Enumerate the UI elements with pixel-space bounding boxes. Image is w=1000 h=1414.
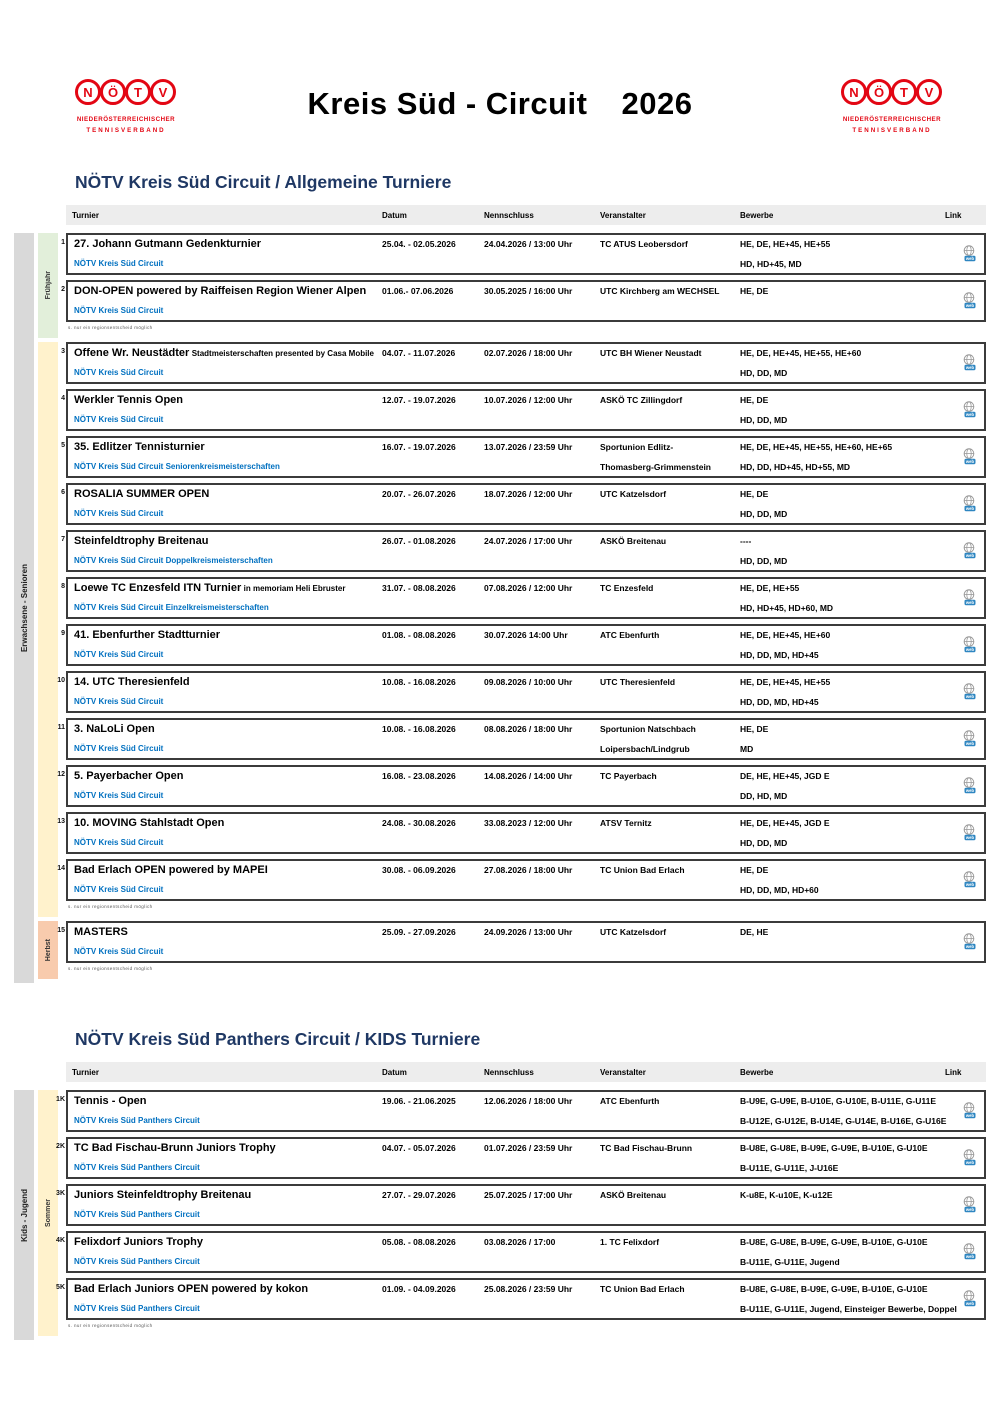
svg-text:web: web — [965, 364, 975, 370]
svg-text:web: web — [965, 646, 975, 652]
tournament-cell — [74, 1237, 382, 1267]
web-link-icon[interactable] — [962, 448, 976, 467]
tournament-cell — [74, 724, 382, 754]
tournament-title: 5. Payerbacher Open — [74, 770, 184, 782]
tournament-title: Tennis - Open — [74, 1095, 147, 1107]
deadline-cell: 07.08.2026 / 12:00 Uhr — [484, 583, 573, 593]
web-link-icon[interactable] — [962, 777, 976, 796]
tournament-title: 10. MOVING Stahlstadt Open — [74, 817, 225, 829]
deadline-cell: 24.07.2026 / 17:00 Uhr — [484, 536, 573, 546]
row-number: 12 — [57, 771, 65, 778]
svg-text:web: web — [965, 1253, 975, 1259]
organizer-cell: TC Union Bad Erlach — [600, 1284, 685, 1294]
table-row — [56, 1184, 986, 1226]
table-header-row — [66, 1062, 986, 1082]
tournament-cell — [74, 536, 382, 566]
column-header-datum: Datum — [382, 210, 407, 220]
footnote: s. nur ein regionsentscheid möglich — [68, 1323, 153, 1328]
date-cell: 04.07. - 05.07.2026 — [382, 1143, 456, 1153]
events-cell: HE, DE, HE+55 HD, HD+45, HD+60, MD — [740, 583, 834, 613]
season-label: Sommer — [44, 1198, 52, 1227]
table-row — [57, 859, 986, 901]
web-link-icon[interactable] — [962, 1196, 976, 1215]
row-number: 8 — [61, 583, 65, 590]
web-link-icon[interactable] — [962, 401, 976, 420]
date-cell: 26.07. - 01.08.2026 — [382, 536, 456, 546]
link-cell — [942, 927, 982, 957]
footnote: s. nur ein regionsentscheid möglich — [68, 904, 153, 909]
organizer-cell: UTC Theresienfeld — [600, 677, 676, 687]
svg-text:web: web — [965, 1300, 975, 1306]
link-cell — [942, 630, 982, 660]
deadline-cell: 30.05.2025 / 16:00 Uhr — [484, 286, 573, 296]
tournament-cell — [74, 286, 382, 316]
tournament-title: 14. UTC Theresienfeld — [74, 676, 190, 688]
web-link-icon[interactable] — [962, 542, 976, 561]
tournament-subtitle: NÖTV Kreis Süd Circuit — [74, 259, 164, 268]
svg-text:Ö: Ö — [107, 85, 119, 100]
events-cell: DE, HE — [740, 927, 769, 937]
link-cell — [942, 1143, 982, 1173]
web-link-icon[interactable] — [962, 1243, 976, 1262]
svg-text:web: web — [965, 693, 975, 699]
svg-text:web: web — [965, 834, 975, 840]
events-cell: HE, DE — [740, 286, 769, 296]
tournament-subtitle: NÖTV Kreis Süd Circuit — [74, 415, 164, 424]
organizer-cell: ASKÖ Breitenau — [600, 536, 667, 546]
link-cell — [942, 286, 982, 316]
tournament-title: Werkler Tennis Open — [74, 394, 184, 406]
web-link-icon[interactable] — [962, 1102, 976, 1121]
svg-text:Ö: Ö — [873, 85, 885, 100]
row-number: 5K — [56, 1284, 65, 1291]
deadline-cell: 30.07.2026 14:00 Uhr — [484, 630, 568, 640]
events-cell: HE, DE, HE+45, HE+60 HD, DD, MD, HD+45 — [740, 630, 831, 660]
date-cell: 04.07. - 11.07.2026 — [382, 348, 456, 358]
svg-text:web: web — [965, 255, 975, 261]
table-row — [61, 624, 986, 666]
deadline-cell: 01.07.2026 / 23:59 Uhr — [484, 1143, 573, 1153]
tournament-cell — [74, 348, 382, 378]
svg-text:web: web — [965, 505, 975, 511]
web-link-icon[interactable] — [962, 636, 976, 655]
tournament-cell — [74, 1143, 382, 1173]
table-row — [61, 530, 986, 572]
link-cell — [942, 583, 982, 613]
deadline-cell: 09.08.2026 / 10:00 Uhr — [484, 677, 573, 687]
column-header-veranstalter: Veranstalter — [600, 1067, 646, 1077]
row-number: 7 — [61, 536, 65, 543]
date-cell: 27.07. - 29.07.2026 — [382, 1190, 456, 1200]
tournament-subtitle: NÖTV Kreis Süd Circuit — [74, 947, 164, 956]
events-cell: HE, DE, HE+45, JGD E HD, DD, MD — [740, 818, 830, 848]
season-label: Frühjahr — [44, 271, 52, 300]
events-cell: HE, DE, HE+45, HE+55 HD, HD+45, MD — [740, 239, 831, 269]
web-link-icon[interactable] — [962, 292, 976, 311]
svg-text:web: web — [965, 787, 975, 793]
svg-text:NIEDERÖSTERREICHISCHER: NIEDERÖSTERREICHISCHER — [842, 116, 942, 123]
deadline-cell: 27.08.2026 / 18:00 Uhr — [484, 865, 573, 875]
web-link-icon[interactable] — [962, 824, 976, 843]
page-title-year: 2026 — [621, 86, 693, 121]
column-header-bewerbe: Bewerbe — [740, 1067, 774, 1077]
date-cell: 01.08. - 08.08.2026 — [382, 630, 456, 640]
date-cell: 31.07. - 08.08.2026 — [382, 583, 456, 593]
date-cell: 10.08. - 16.08.2026 — [382, 677, 456, 687]
tournament-cell — [74, 818, 382, 848]
section-heading: NÖTV Kreis Süd Panthers Circuit / KIDS Turniere — [75, 1029, 481, 1049]
svg-text:web: web — [965, 740, 975, 746]
tournament-subtitle: NÖTV Kreis Süd Circuit — [74, 368, 164, 377]
category-bar — [14, 1090, 34, 1340]
table-row — [61, 342, 986, 384]
events-cell: DE, HE, HE+45, JGD E DD, HD, MD — [740, 771, 830, 801]
tournament-title: 35. Edlitzer Tennisturnier — [74, 441, 205, 453]
events-cell: HE, DE MD — [740, 724, 769, 754]
season-label: Herbst — [44, 938, 52, 962]
organizer-cell: ASKÖ TC Zillingdorf — [600, 395, 683, 405]
season-band — [38, 233, 986, 338]
organizer-cell: ATC Ebenfurth — [600, 630, 660, 640]
svg-text:web: web — [965, 881, 975, 887]
tournament-subtitle: NÖTV Kreis Süd Circuit Doppelkreismeisterschaften — [74, 556, 273, 565]
category-bar-label: Kids - Jugend — [19, 1188, 29, 1242]
tournament-cell — [74, 395, 382, 425]
organizer-cell: TC Union Bad Erlach — [600, 865, 685, 875]
link-cell — [942, 489, 982, 519]
date-cell: 05.08. - 08.08.2026 — [382, 1237, 456, 1247]
svg-text:TENNISVERBAND: TENNISVERBAND — [86, 127, 166, 134]
organizer-cell: Sportunion Edlitz- Thomasberg-Grimmenstein — [600, 442, 711, 472]
svg-text:V: V — [924, 85, 934, 100]
web-link-icon[interactable] — [962, 1290, 976, 1309]
row-number: 5 — [61, 442, 65, 449]
tournament-cell — [74, 583, 382, 613]
row-number: 4 — [61, 395, 65, 402]
row-number: 14 — [57, 865, 65, 872]
table-row — [56, 1278, 986, 1320]
events-cell: HE, DE, HE+45, HE+55, HE+60, HE+65 HD, DD, HD+45, HD+55, MD — [740, 442, 893, 472]
tournament-title: Offene Wr. Neustädter — [74, 347, 190, 359]
svg-text:web: web — [965, 411, 975, 417]
date-cell: 12.07. - 19.07.2026 — [382, 395, 456, 405]
column-header-bewerbe: Bewerbe — [740, 210, 774, 220]
organizer-cell: ATSV Ternitz — [600, 818, 652, 828]
organizer-cell: UTC Kirchberg am WECHSEL — [600, 286, 720, 296]
organizer-cell: UTC Katzelsdorf — [600, 927, 667, 937]
svg-text:web: web — [965, 1112, 975, 1118]
deadline-cell: 08.08.2026 / 18:00 Uhr — [484, 724, 573, 734]
table-row — [57, 921, 986, 963]
web-link-icon[interactable] — [962, 730, 976, 749]
web-link-icon[interactable] — [962, 933, 976, 952]
table-row — [61, 577, 986, 619]
column-header-nennschluss: Nennschluss — [484, 1067, 534, 1077]
row-number: 13 — [57, 818, 65, 825]
deadline-cell: 24.04.2026 / 13:00 Uhr — [484, 239, 573, 249]
table-row — [57, 765, 986, 807]
season-bar — [38, 1090, 58, 1336]
deadline-cell: 24.09.2026 / 13:00 Uhr — [484, 927, 573, 937]
organizer-cell: TC Payerbach — [600, 771, 657, 781]
events-cell: B-U8E, G-U8E, B-U9E, G-U9E, B-U10E, G-U10E B-U11E, G-U11E, J-U16E — [740, 1143, 928, 1173]
row-number: 6 — [61, 489, 65, 496]
tournament-cell — [74, 1190, 382, 1220]
link-cell — [942, 1237, 982, 1267]
svg-text:N: N — [849, 85, 859, 100]
tournament-subtitle: NÖTV Kreis Süd Panthers Circuit — [74, 1210, 200, 1219]
tournament-subtitle: NÖTV Kreis Süd Circuit — [74, 885, 164, 894]
web-link-icon[interactable] — [962, 1149, 976, 1168]
tournament-cell — [74, 927, 382, 957]
link-cell — [942, 536, 982, 566]
tournament-cell — [74, 442, 382, 472]
organizer-cell: UTC BH Wiener Neustadt — [600, 348, 702, 358]
row-number: 2 — [61, 286, 65, 293]
link-cell — [942, 677, 982, 707]
deadline-cell: 25.07.2025 / 17:00 Uhr — [484, 1190, 573, 1200]
table-row — [57, 671, 986, 713]
tournament-subtitle: NÖTV Kreis Süd Circuit — [74, 697, 164, 706]
deadline-cell: 02.07.2026 / 18:00 Uhr — [484, 348, 573, 358]
table-row — [57, 812, 986, 854]
table-row — [56, 1231, 986, 1273]
deadline-cell: 12.06.2026 / 18:00 Uhr — [484, 1096, 573, 1106]
svg-text:V: V — [158, 85, 168, 100]
tournament-subtitle: NÖTV Kreis Süd Panthers Circuit — [74, 1304, 200, 1313]
tournament-title-suffix: in memoriam Heli Ebruster — [243, 584, 346, 593]
column-header-veranstalter: Veranstalter — [600, 210, 646, 220]
link-cell — [942, 724, 982, 754]
tournament-title: Steinfeldtrophy Breitenau — [74, 535, 209, 547]
table-row — [61, 233, 986, 275]
web-link-icon[interactable] — [962, 683, 976, 702]
column-header-datum: Datum — [382, 1067, 407, 1077]
table-row — [61, 436, 986, 478]
column-header-turnier: Turnier — [72, 1067, 99, 1077]
web-link-icon[interactable] — [962, 871, 976, 890]
tournament-title: DON-OPEN powered by Raiffeisen Region Wiener Alpen — [74, 285, 367, 297]
tournament-title: MASTERS — [74, 926, 128, 938]
tournament-title-suffix: Stadtmeisterschaften presented by Casa Mobile — [191, 349, 374, 358]
tournament-title: 27. Johann Gutmann Gedenkturnier — [74, 238, 262, 250]
organizer-cell: UTC Katzelsdorf — [600, 489, 667, 499]
deadline-cell: 18.07.2026 / 12:00 Uhr — [484, 489, 573, 499]
organizer-cell: Sportunion Natschbach Loipersbach/Lindgrub — [600, 724, 696, 754]
row-number: 1 — [61, 239, 65, 246]
events-cell: B-U8E, G-U8E, B-U9E, G-U9E, B-U10E, G-U10E B-U11E, G-U11E, Jugend — [740, 1237, 928, 1267]
svg-text:T: T — [134, 85, 142, 100]
row-number: 2K — [56, 1143, 65, 1150]
svg-text:web: web — [965, 1159, 975, 1165]
tournament-subtitle: NÖTV Kreis Süd Panthers Circuit — [74, 1116, 200, 1125]
tournament-cell — [74, 1284, 382, 1314]
tournament-cell — [74, 630, 382, 660]
events-cell: HE, DE, HE+45, HE+55 HD, DD, MD, HD+45 — [740, 677, 831, 707]
svg-text:web: web — [965, 552, 975, 558]
tournament-title: Bad Erlach OPEN powered by MAPEI — [74, 864, 268, 876]
link-cell — [942, 348, 982, 378]
table-row — [57, 718, 986, 760]
organizer-cell: ATC Ebenfurth — [600, 1096, 660, 1106]
organizer-cell: 1. TC Felixdorf — [600, 1237, 660, 1247]
tournament-subtitle: NÖTV Kreis Süd Circuit — [74, 744, 164, 753]
svg-text:web: web — [965, 458, 975, 464]
link-cell — [942, 239, 982, 269]
tournament-subtitle: NÖTV Kreis Süd Panthers Circuit — [74, 1257, 200, 1266]
tournament-cell — [74, 239, 382, 269]
link-cell — [942, 1096, 982, 1126]
deadline-cell: 13.07.2026 / 23:59 Uhr — [484, 442, 573, 452]
row-number: 4K — [56, 1237, 65, 1244]
tournament-subtitle: NÖTV Kreis Süd Circuit Einzelkreismeisterschaften — [74, 603, 269, 612]
date-cell: 01.06.- 07.06.2026 — [382, 286, 454, 296]
svg-text:TENNISVERBAND: TENNISVERBAND — [852, 127, 932, 134]
row-number: 3K — [56, 1190, 65, 1197]
table-row — [61, 389, 986, 431]
date-cell: 20.07. - 26.07.2026 — [382, 489, 456, 499]
page-title-text: Kreis Süd - Circuit — [307, 86, 588, 121]
events-cell: HE, DE HD, DD, MD — [740, 489, 788, 519]
events-cell: HE, DE HD, DD, MD — [740, 395, 788, 425]
table-row — [61, 280, 986, 322]
season-band — [38, 921, 986, 979]
deadline-cell: 10.07.2026 / 12:00 Uhr — [484, 395, 573, 405]
row-number: 1K — [56, 1096, 65, 1103]
column-header-turnier: Turnier — [72, 210, 99, 220]
category-bar-label: Erwachsene - Senioren — [19, 563, 29, 653]
column-header-link: Link — [945, 1067, 962, 1077]
tournament-cell — [74, 677, 382, 707]
tournament-title: Loewe TC Enzesfeld ITN Turnier — [74, 582, 242, 594]
date-cell: 25.09. - 27.09.2026 — [382, 927, 456, 937]
row-number: 10 — [57, 677, 65, 684]
events-cell: ---- HD, DD, MD — [740, 536, 788, 566]
date-cell: 19.06. - 21.06.2025 — [382, 1096, 456, 1106]
tournament-subtitle: NÖTV Kreis Süd Circuit — [74, 509, 164, 518]
tournament-cell — [74, 865, 382, 895]
column-header-link: Link — [945, 210, 962, 220]
footnote: s. nur ein regionsentscheid möglich — [68, 966, 153, 971]
section-heading: NÖTV Kreis Süd Circuit / Allgemeine Turniere — [75, 172, 452, 192]
table-header-row — [66, 205, 986, 225]
deadline-cell: 33.08.2023 / 12:00 Uhr — [484, 818, 573, 828]
link-cell — [942, 1284, 982, 1314]
events-cell: B-U9E, G-U9E, B-U10E, G-U10E, B-U11E, G-U11E B-U12E, G-U12E, B-U14E, G-U14E, B-U16E, G-U16E — [740, 1096, 947, 1126]
table-row — [61, 483, 986, 525]
row-number: 9 — [61, 630, 65, 637]
svg-text:web: web — [965, 302, 975, 308]
date-cell: 30.08. - 06.09.2026 — [382, 865, 456, 875]
table-row — [56, 1090, 986, 1132]
tournament-subtitle: NÖTV Kreis Süd Circuit — [74, 650, 164, 659]
notv-logo — [840, 78, 944, 145]
svg-text:T: T — [900, 85, 908, 100]
events-cell: K-u8E, K-u10E, K-u12E — [740, 1190, 833, 1200]
tournament-title: Juniors Steinfeldtrophy Breitenau — [74, 1189, 252, 1201]
row-number: 11 — [57, 724, 65, 731]
season-band — [38, 342, 986, 917]
tournament-title: 3. NaLoLi Open — [74, 723, 155, 735]
organizer-cell: TC Enzesfeld — [600, 583, 654, 593]
organizer-cell: TC Bad Fischau-Brunn — [600, 1143, 693, 1153]
tournament-subtitle: NÖTV Kreis Süd Circuit Seniorenkreismeisterschaften — [74, 462, 280, 471]
events-cell: HE, DE, HE+45, HE+55, HE+60 HD, DD, MD — [740, 348, 862, 378]
category-bar — [14, 233, 34, 983]
date-cell: 01.09. - 04.09.2026 — [382, 1284, 456, 1294]
column-header-nennschluss: Nennschluss — [484, 210, 534, 220]
footnote: s. nur ein regionsentscheid möglich — [68, 325, 153, 330]
tournament-subtitle: NÖTV Kreis Süd Panthers Circuit — [74, 1163, 200, 1172]
table-row — [56, 1137, 986, 1179]
tournament-cell — [74, 771, 382, 801]
date-cell: 25.04. - 02.05.2026 — [382, 239, 456, 249]
tournament-title: Felixdorf Juniors Trophy — [74, 1236, 203, 1248]
tournament-title: ROSALIA SUMMER OPEN — [74, 488, 210, 500]
svg-text:web: web — [965, 1206, 975, 1212]
link-cell — [942, 865, 982, 895]
row-number: 3 — [61, 348, 65, 355]
tournament-cell — [74, 1096, 382, 1126]
season-band — [38, 1090, 986, 1336]
web-link-icon[interactable] — [962, 589, 976, 608]
date-cell: 24.08. - 30.08.2026 — [382, 818, 456, 828]
tournament-subtitle: NÖTV Kreis Süd Circuit — [74, 838, 164, 847]
events-cell: B-U8E, G-U8E, B-U9E, G-U9E, B-U10E, G-U10E B-U11E, G-U11E, Jugend, Einsteiger Bewerbe, Doppel — [740, 1284, 957, 1314]
date-cell: 16.07. - 19.07.2026 — [382, 442, 456, 452]
tournament-cell — [74, 489, 382, 519]
svg-text:N: N — [83, 85, 93, 100]
row-number: 15 — [57, 927, 65, 934]
svg-text:web: web — [965, 943, 975, 949]
link-cell — [942, 442, 982, 472]
link-cell — [942, 1190, 982, 1220]
tournament-title: 41. Ebenfurther Stadtturnier — [74, 629, 221, 641]
link-cell — [942, 771, 982, 801]
deadline-cell: 14.08.2026 / 14:00 Uhr — [484, 771, 573, 781]
organizer-cell: ASKÖ Breitenau — [600, 1190, 667, 1200]
tournament-title: Bad Erlach Juniors OPEN powered by kokon — [74, 1283, 309, 1295]
organizer-cell: TC ATUS Leobersdorf — [600, 239, 688, 249]
deadline-cell: 25.08.2026 / 23:59 Uhr — [484, 1284, 573, 1294]
deadline-cell: 03.08.2026 / 17:00 — [484, 1237, 556, 1247]
tournament-subtitle: NÖTV Kreis Süd Circuit — [74, 306, 164, 315]
web-link-icon[interactable] — [962, 354, 976, 373]
date-cell: 16.08. - 23.08.2026 — [382, 771, 456, 781]
web-link-icon[interactable] — [962, 245, 976, 264]
events-cell: HE, DE HD, DD, MD, HD+60 — [740, 865, 819, 895]
notv-logo-graphic — [840, 78, 944, 140]
date-cell: 10.08. - 16.08.2026 — [382, 724, 456, 734]
svg-text:NIEDERÖSTERREICHISCHER: NIEDERÖSTERREICHISCHER — [76, 116, 176, 123]
link-cell — [942, 395, 982, 425]
link-cell — [942, 818, 982, 848]
svg-text:web: web — [965, 599, 975, 605]
web-link-icon[interactable] — [962, 495, 976, 514]
tournament-subtitle: NÖTV Kreis Süd Circuit — [74, 791, 164, 800]
tournament-title: TC Bad Fischau-Brunn Juniors Trophy — [74, 1142, 276, 1154]
